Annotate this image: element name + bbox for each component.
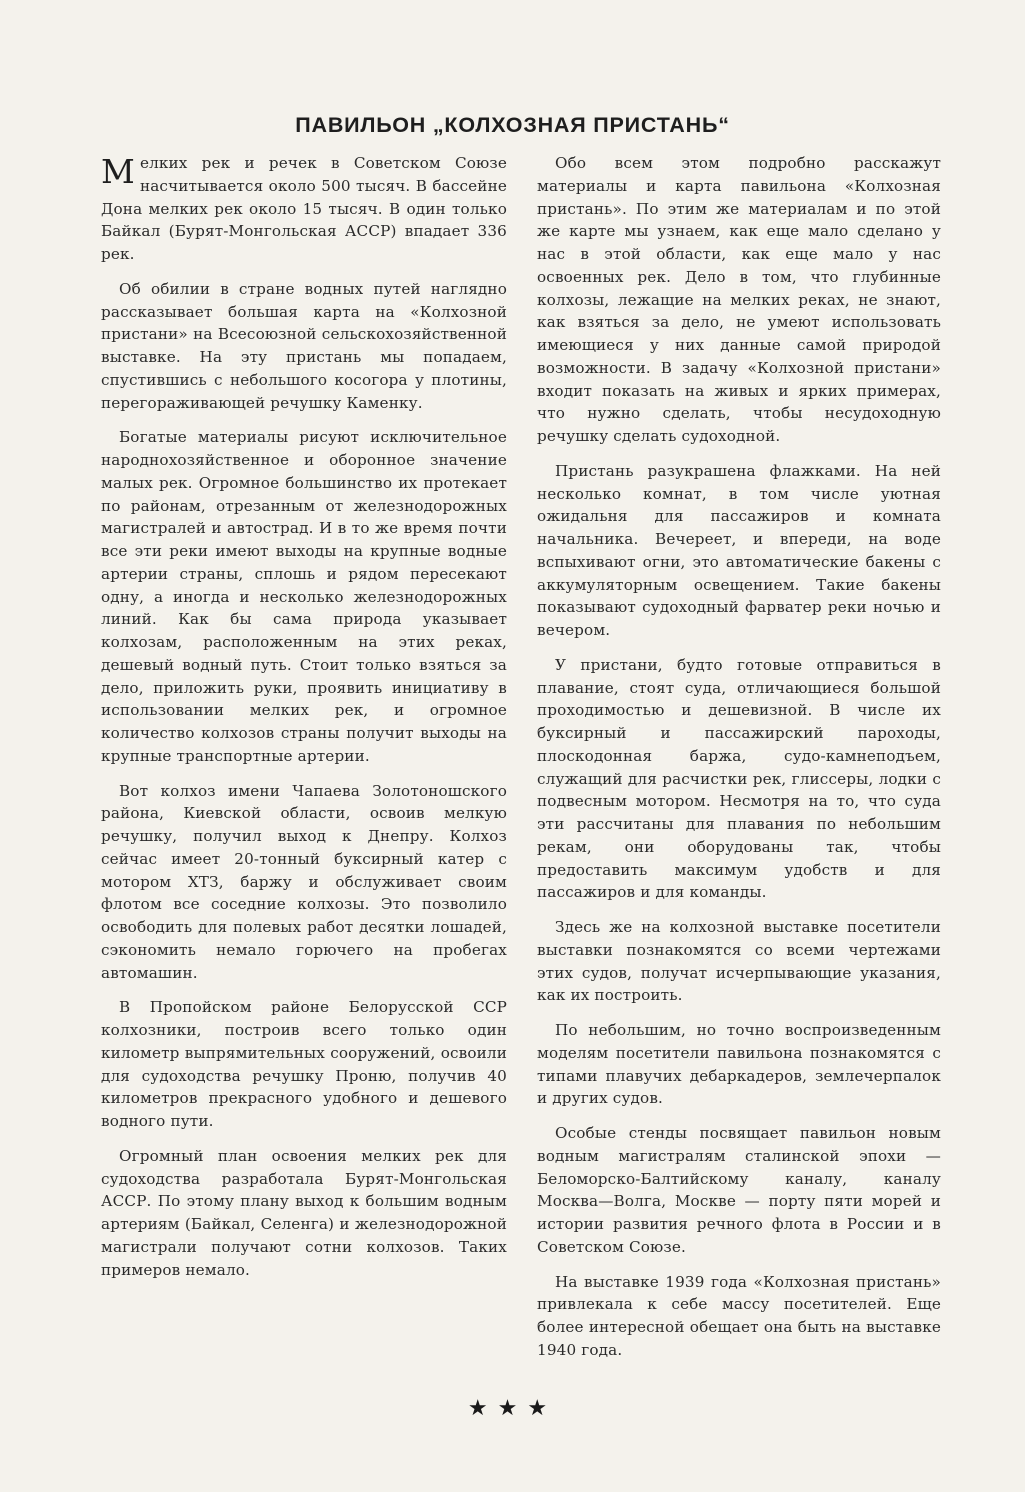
article-paragraph: Богатые материалы рисуют исключительное народнохозяйственное и оборонное значение малых рек. Огромное большинство их протекает по районам, отрезанным от железнодорожных магистралей и автострад. И в то же время почти все эти реки имеют выходы на крупные водные артерии страны, сплошь и рядом пересекают одну, а иногда и несколько железнодорожных линий. Как бы сама природа указывает колхозам, расположенным на этих реках, дешевый водный путь. Стоит только взяться за дело, приложить руки, проявить инициативу в использовании мелких рек, и огромное количество колхозов страны получит выходы на крупные транспортные артерии.	[101, 428, 507, 765]
left-column	[101, 152, 507, 1293]
article-paragraph: Обо всем этом подробно расскажут материалы и карта павильона «Колхозная пристань». По этим же материалам и по этой же карте мы узнаем, как еще мало сделано у нас в этой области, как еще мало у нас освоенных рек. Дело в том, что глубинные колхозы, лежащие на мелких реках, не знают, как взяться за дело, не умеют использовать имеющиеся у них данные самой природой возможности. В задачу «Колхозной пристани» входит показать на живых и ярких примерах, что нужно сделать, чтобы несудоходную речушку сделать судоходной.	[537, 154, 941, 445]
article-paragraph: У пристани, будто готовые отправиться в плавание, стоят суда, отличающиеся большой проходимостью и дешевизной. В числе их буксирный и пассажирский пароходы, плоскодонная баржа, судо-камнеподъем, служащий для расчистки рек, глиссеры, лодки с подвесным мотором. Несмотря на то, что суда эти рассчитаны для плавания по небольшим рекам, они оборудованы так, чтобы предоставить максимум удобств и для пассажиров и для команды.	[537, 655, 941, 902]
article-paragraph: Здесь же на колхозной выставке посетители выставки познакомятся со всеми чертежами этих судов, получат исчерпывающие указания, как их построить.	[537, 918, 941, 1005]
article-paragraph: Огромный план освоения мелких рек для судоходства разработала Бурят-Монгольская АССР. По этому плану выход к большим водным артериям (Байкал, Селенга) и железнодорожной магистрали получают сотни колхозов. Таких примеров немало.	[101, 1146, 507, 1279]
star-ornament: ★★★	[467, 1396, 558, 1421]
article-paragraph: Об обилии в стране водных путей наглядно рассказывает большая карта на «Колхозной пристани» на Всесоюзной сельскохозяйственной выставке. На эту пристань мы попадаем, спустившись с небольшого косогора у плотины, перегораживающей речушку Каменку.	[101, 279, 507, 412]
article-paragraph: По небольшим, но точно воспроизведенным моделям посетители павильона познакомятся с типами плавучих дебаркадеров, землечерпалок и других судов.	[537, 1021, 941, 1108]
article-paragraph	[101, 152, 507, 266]
drop-cap: М	[101, 152, 135, 191]
article-paragraph: Пристань разукрашена флажками. На ней несколько комнат, в том числе уютная ожидальня для пассажиров и комната начальника. Вечереет, и впереди, на воде вспыхивают огни, это автоматические бакены с аккумуляторным освещением. Такие бакены показывают судоходный фарватер реки ночью и вечером.	[537, 461, 941, 639]
article-paragraph: Особые стенды посвящает павильон новым водным магистралям сталинской эпохи — Беломорско-Балтийскому каналу, каналу Москва—Волга, Москве — порту пяти морей и истории развития речного флота в России и в Советском Союзе.	[537, 1124, 941, 1256]
right-column	[537, 152, 941, 1374]
article-paragraph: Вот колхоз имени Чапаева Золотоношского района, Киевской области, освоив мелкую речушку, получил выход к Днепру. Колхоз сейчас имеет 20-тонный буксирный катер с мотором ХТЗ, баржу и обслуживает своим флотом все соседние колхозы. Это позволило освободить для полевых работ десятки лошадей, сэкономить немало горючего на пробегах автомашин.	[101, 781, 507, 982]
article-paragraph: В Пропойском районе Белорусской ССР колхозники, построив всего только один километр выпрямительных сооружений, освоили для судоходства речушку Проню, получив 40 километров прекрасного удобного и дешевого водного пути.	[101, 998, 507, 1130]
page-title: ПАВИЛЬОН „КОЛХОЗНАЯ ПРИСТАНЬ“	[295, 113, 730, 137]
article-paragraph: На выставке 1939 года «Колхозная пристань» привлекала к себе массу посетителей. Еще более интересной обещает она быть на выставке 1940 года.	[537, 1272, 941, 1359]
paragraph-text: елких рек и речек в Советском Союзе насчитывается около 500 тысяч. В бассейне Дона мелких рек около 15 тысяч. В один только Байкал (Бурят-Монгольская АССР) впадает 336 рек.	[101, 154, 507, 263]
